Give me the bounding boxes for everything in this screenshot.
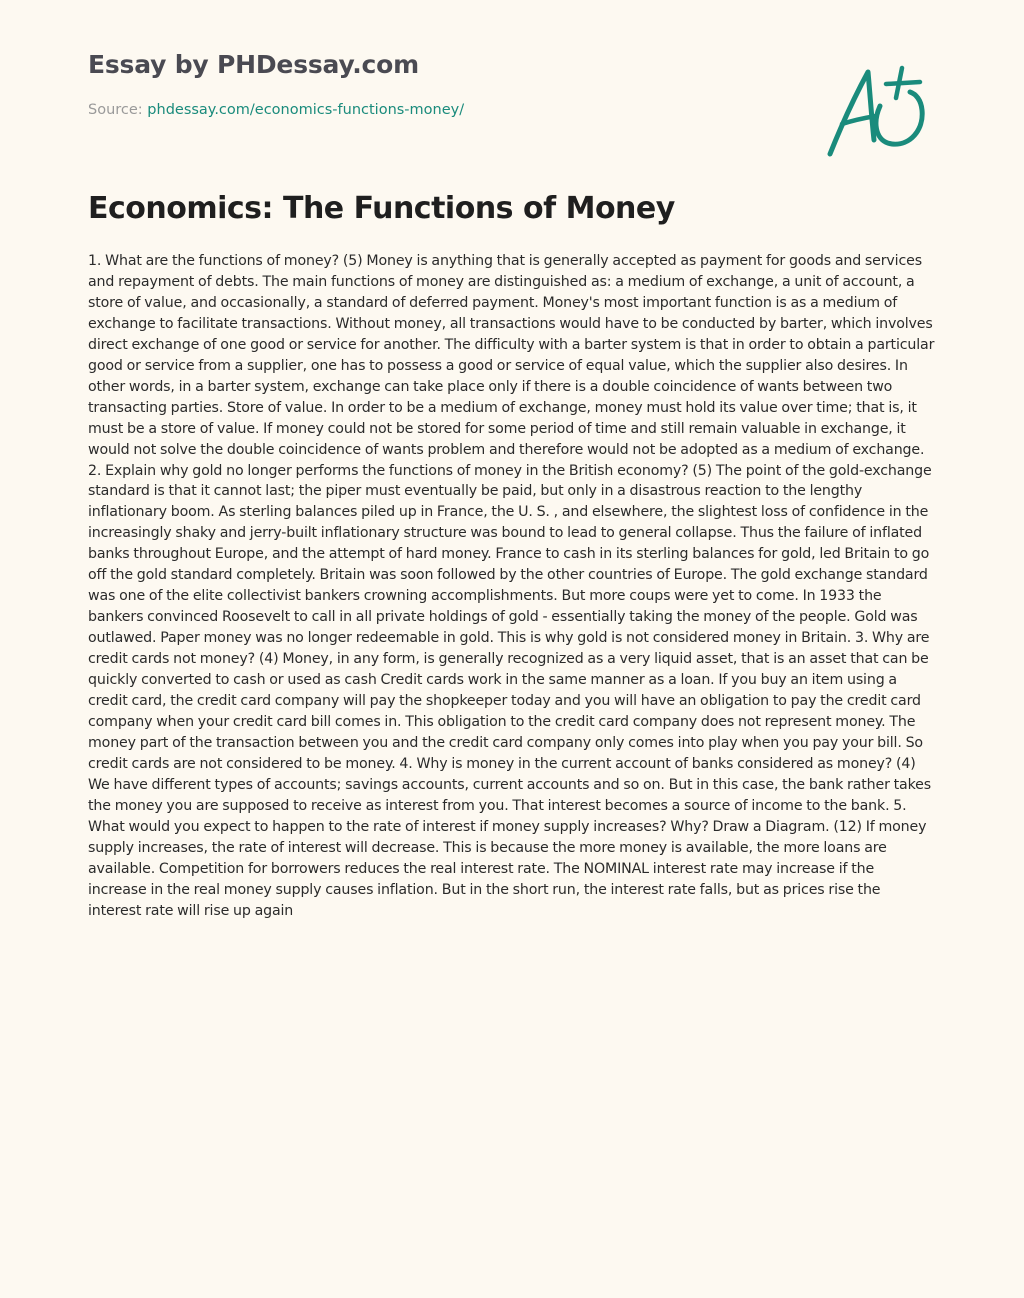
source-label: Source: bbox=[88, 102, 148, 118]
page-header bbox=[88, 48, 808, 120]
source-line bbox=[88, 100, 808, 120]
site-title: Essay by PHDessay.com bbox=[88, 50, 419, 79]
essay-title: Economics: The Functions of Money bbox=[88, 191, 675, 226]
a-plus-grade-icon bbox=[822, 64, 932, 164]
source-link[interactable]: phdessay.com/economics-functions-money/ bbox=[147, 102, 465, 118]
essay-body-text: 1. What are the functions of money? (5) Money is anything that is generally accepted as payment for goods and services and repayment of debts. The main functions of money are distinguished as: a medium of exchange, a unit of account, a store of value, and occasionally, a standard of deferred payment. Money's most important function is as a medium of exchange to facilitate transactions. Without money, all transactions would have to be conducted by barter, which involves direct exchange of one good or service for another. The difficulty with a barter system is that in order to obtain a particular good or service from a supplier, one has to possess a good or service of equal value, which the supplier also desires. In other words, in a barter system, exchange can take place only if there is a double coincidence of wants between two transacting parties. Store of value. In order to be a medium of exchange, money must hold its value over time; that is, it must be a store of value. If money could not be stored for some period of time and still remain valuable in exchange, it would not solve the double coincidence of wants problem and therefore would not be adopted as a medium of exchange. 2. Explain why gold no longer performs the functions of money in the British economy? (5) The point of the gold-exchange standard is that it cannot last; the piper must eventually be paid, but only in a disastrous reaction to the lengthy inflationary boom. As sterling balances piled up in France, the U. S. , and elsewhere, the slightest loss of confidence in the increasingly shaky and jerry-built inflationary structure was bound to lead to general collapse. Thus the failure of inflated banks throughout Europe, and the attempt of hard money. France to cash in its sterling balances for gold, led Britain to go off the gold standard completely. Britain was soon followed by the other countries of Europe. The gold exchange standard was one of the elite collectivist bankers crowning accomplishments. But more coups were yet to come. In 1933 the bankers convinced Roosevelt to call in all private holdings of gold - essentially taking the money of the people. Gold was outlawed. Paper money was no longer redeemable in gold. This is why gold is not considered money in Britain. 3. Why are credit cards not money? (4) Money, in any form, is generally recognized as a very liquid asset, that is an asset that can be quickly converted to cash or used as cash Credit cards work in the same manner as a loan. If you buy an item using a credit card, the credit card company will pay the shopkeeper today and you will have an obligation to pay the credit card company when your credit card bill comes in. This obligation to the credit card company does not represent money. The money part of the transaction between you and the credit card company only comes into play when you pay your bill. So credit cards are not considered to be money. 4. Why is money in the current account of banks considered as money? (4) We have different types of accounts; savings accounts, current accounts and so on. But in this case, the bank rather takes the money you are supposed to receive as interest from you. That interest becomes a source of income to the bank. 5. What would you expect to happen to the rate of interest if money supply increases? Why? Draw a Diagram. (12) If money supply increases, the rate of interest will decrease. This is because the more money is available, the more loans are available. Competition for borrowers reduces the real interest rate. The NOMINAL interest rate may increase if the increase in the real money supply causes inflation. But in the short run, the interest rate falls, but as prices rise the interest rate will rise up again bbox=[88, 253, 935, 919]
